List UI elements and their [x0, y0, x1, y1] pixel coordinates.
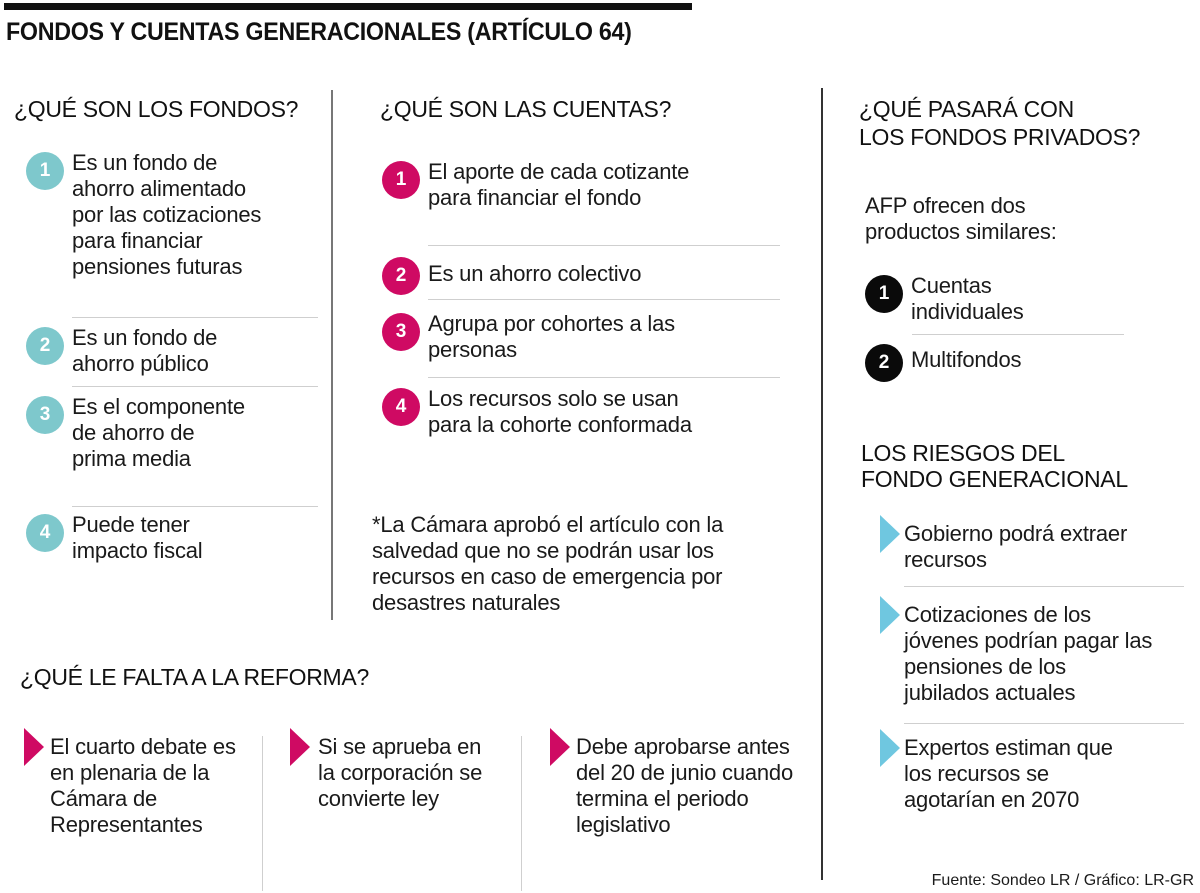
source-credit: Fuente: Sondeo LR / Gráfico: LR-GR: [931, 872, 1194, 889]
divider: [428, 377, 780, 378]
divider: [912, 334, 1124, 335]
privados-item-2: [865, 342, 1145, 382]
cuentas-item-1: [382, 159, 742, 211]
reforma-divider-2: [521, 736, 522, 891]
privados-intro: AFP ofrecen dos productos similares:: [865, 193, 1057, 244]
page-title: FONDOS Y CUENTAS GENERACIONALES (ARTÍCULO 64): [6, 18, 632, 46]
number-badge-icon: 4: [26, 514, 64, 552]
triangle-bullet-icon: [550, 728, 570, 766]
cuentas-item-text: Agrupa por cohortes a las personas: [428, 311, 675, 362]
reforma-item-3: [550, 728, 810, 838]
divider: [428, 245, 780, 246]
fondos-item-2: [26, 325, 266, 377]
cuentas-item-4: [382, 386, 742, 438]
fondos-item-1: [26, 150, 266, 280]
triangle-bullet-icon: [24, 728, 44, 766]
title-rule: [4, 3, 692, 10]
cuentas-footnote: *La Cámara aprobó el artículo con la salvedad que no se podrán usar los recursos en caso de emergencia por desastres naturales: [372, 512, 724, 615]
cuentas-item-2: [382, 255, 742, 295]
privados-item-text: Multifondos: [911, 347, 1022, 372]
divider: [904, 586, 1184, 587]
number-badge-icon: 4: [382, 388, 420, 426]
privados-heading-line1: ¿QUÉ PASARÁ CON: [859, 96, 1074, 122]
fondos-item-3: [26, 394, 266, 472]
triangle-bullet-icon: [290, 728, 310, 766]
reforma-item-text: El cuarto debate es en plenaria de la Cámara de Representantes: [50, 734, 236, 837]
cuentas-item-text: El aporte de cada cotizante para financiar el fondo: [428, 159, 690, 210]
riesgos-item-text: Gobierno podrá extraer recursos: [904, 521, 1128, 572]
cuentas-item-text: Los recursos solo se usan para la cohorte conformada: [428, 386, 692, 437]
cuentas-item-3: [382, 311, 742, 363]
riesgos-item-text: Cotizaciones de los jóvenes podrían pagar las pensiones de los jubilados actuales: [904, 602, 1153, 705]
riesgos-item-text: Expertos estiman que los recursos se agotarían en 2070: [904, 735, 1113, 812]
divider: [72, 317, 318, 318]
reforma-item-text: Debe aprobarse antes del 20 de junio cuando termina el periodo legislativo: [576, 734, 794, 837]
reforma-item-1: [24, 728, 254, 838]
divider: [72, 506, 318, 507]
column-divider-1: [331, 90, 333, 620]
reforma-item-2: [290, 728, 520, 812]
triangle-bullet-icon: [880, 515, 900, 553]
column-divider-2: [821, 88, 823, 880]
privados-item-text: Cuentas individuales: [911, 273, 1024, 324]
privados-item-1: [865, 273, 1145, 325]
number-badge-icon: 2: [382, 257, 420, 295]
triangle-bullet-icon: [880, 729, 900, 767]
cuentas-heading: ¿QUÉ SON LAS CUENTAS?: [380, 96, 672, 122]
cuentas-item-text: Es un ahorro colectivo: [428, 261, 642, 286]
number-badge-icon: 2: [26, 327, 64, 365]
number-badge-icon: 3: [26, 396, 64, 434]
riesgos-heading-line1: LOS RIESGOS DEL: [861, 440, 1065, 466]
number-badge-icon: 1: [382, 161, 420, 199]
number-badge-icon: 3: [382, 313, 420, 351]
fondos-item-text: Es el componente de ahorro de prima media: [72, 394, 245, 471]
privados-heading-line2: LOS FONDOS PRIVADOS?: [859, 124, 1141, 150]
riesgos-item-3: [880, 729, 1180, 813]
fondos-item-4: [26, 512, 266, 564]
triangle-bullet-icon: [880, 596, 900, 634]
divider: [904, 723, 1184, 724]
reforma-item-text: Si se aprueba en la corporación se convierte ley: [318, 734, 483, 811]
divider: [428, 299, 780, 300]
riesgos-heading-line2: FONDO GENERACIONAL: [861, 466, 1128, 492]
fondos-heading: ¿QUÉ SON LOS FONDOS?: [14, 96, 299, 122]
riesgos-item-1: [880, 515, 1180, 573]
number-badge-icon: 2: [865, 344, 903, 382]
reforma-divider-1: [262, 736, 263, 891]
riesgos-item-2: [880, 596, 1180, 706]
number-badge-icon: 1: [865, 275, 903, 313]
reforma-heading: ¿QUÉ LE FALTA A LA REFORMA?: [20, 664, 369, 690]
fondos-item-text: Puede tener impacto fiscal: [72, 512, 203, 563]
number-badge-icon: 1: [26, 152, 64, 190]
fondos-item-text: Es un fondo de ahorro alimentado por las cotizaciones para financiar pensiones futuras: [72, 150, 262, 279]
fondos-item-text: Es un fondo de ahorro público: [72, 325, 218, 376]
divider: [72, 386, 318, 387]
